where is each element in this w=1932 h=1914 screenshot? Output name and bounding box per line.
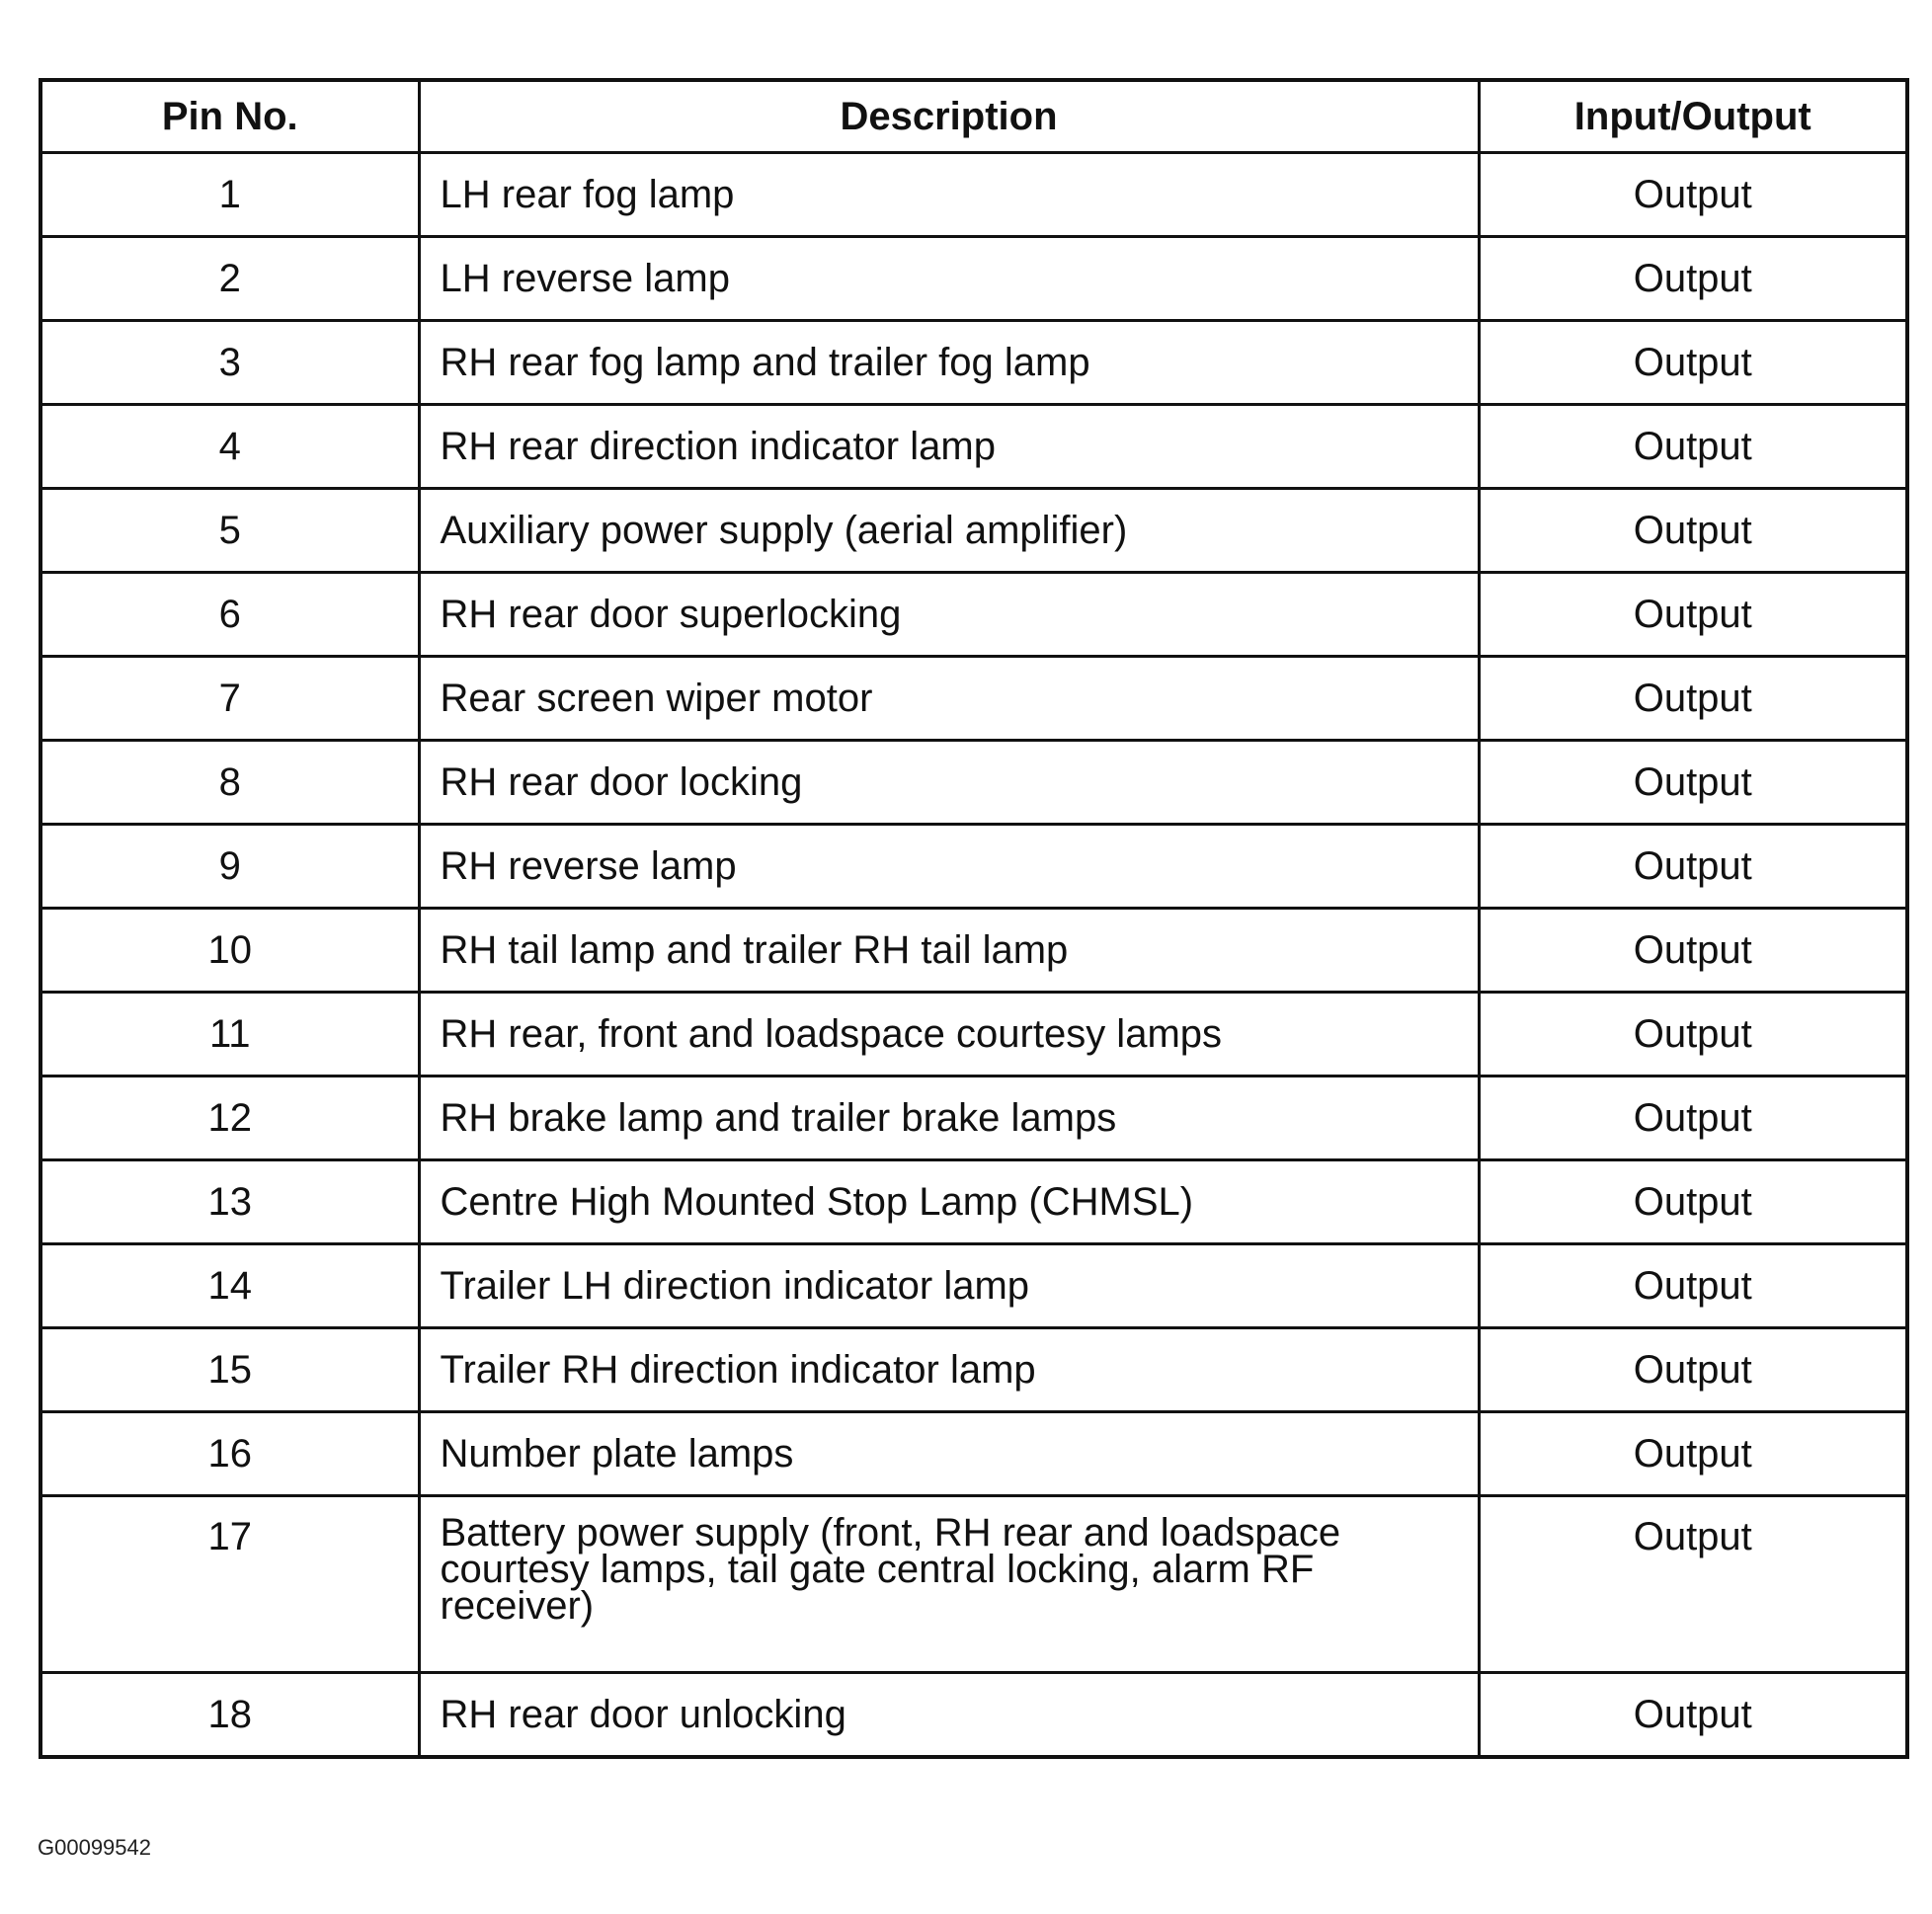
pin-description: Trailer RH direction indicator lamp: [419, 1328, 1479, 1412]
pin-number: 10: [40, 909, 419, 993]
pin-io: Output: [1479, 573, 1907, 657]
pin-number: 12: [40, 1077, 419, 1160]
pin-number: 15: [40, 1328, 419, 1412]
pin-io: Output: [1479, 1160, 1907, 1244]
table-row: [40, 237, 1907, 321]
pin-io: Output: [1479, 153, 1907, 237]
pin-number: 4: [40, 405, 419, 489]
pin-description: RH tail lamp and trailer RH tail lamp: [419, 909, 1479, 993]
pin-description: RH rear direction indicator lamp: [419, 405, 1479, 489]
pin-number: 2: [40, 237, 419, 321]
pin-description: Number plate lamps: [419, 1412, 1479, 1496]
pin-description: LH reverse lamp: [419, 237, 1479, 321]
pin-number: 11: [40, 993, 419, 1077]
pin-description: RH brake lamp and trailer brake lamps: [419, 1077, 1479, 1160]
table-row: [40, 657, 1907, 741]
pin-number: 13: [40, 1160, 419, 1244]
pin-number: 1: [40, 153, 419, 237]
table-row: [40, 321, 1907, 405]
pin-number: 14: [40, 1244, 419, 1328]
table-row: [40, 1412, 1907, 1496]
pin-io: Output: [1479, 321, 1907, 405]
table-row: [40, 825, 1907, 909]
pin-description: LH rear fog lamp: [419, 153, 1479, 237]
pin-number: 8: [40, 741, 419, 825]
pin-number: 6: [40, 573, 419, 657]
table-row: [40, 1328, 1907, 1412]
table-row: [40, 1077, 1907, 1160]
pin-io: Output: [1479, 405, 1907, 489]
pin-io: Output: [1479, 909, 1907, 993]
table-row: [40, 1160, 1907, 1244]
table-row: [40, 1496, 1907, 1673]
pin-io: Output: [1479, 1412, 1907, 1496]
pin-io: Output: [1479, 825, 1907, 909]
header-description: Description: [419, 80, 1479, 153]
pin-number: 7: [40, 657, 419, 741]
pin-description: Battery power supply (front, RH rear and loadspace courtesy lamps, tail gate central locking, alarm RF receiver): [419, 1496, 1479, 1673]
pin-description: RH rear, front and loadspace courtesy lamps: [419, 993, 1479, 1077]
pin-number: 17: [40, 1496, 419, 1673]
pin-description: RH rear door unlocking: [419, 1673, 1479, 1758]
pin-io: Output: [1479, 993, 1907, 1077]
header-pin-no: Pin No.: [40, 80, 419, 153]
pin-description: Trailer LH direction indicator lamp: [419, 1244, 1479, 1328]
pin-description: Rear screen wiper motor: [419, 657, 1479, 741]
pin-description: RH rear fog lamp and trailer fog lamp: [419, 321, 1479, 405]
pin-description: RH rear door locking: [419, 741, 1479, 825]
pin-number: 9: [40, 825, 419, 909]
pin-description: Auxiliary power supply (aerial amplifier): [419, 489, 1479, 573]
pin-number: 3: [40, 321, 419, 405]
pin-io: Output: [1479, 657, 1907, 741]
pin-io: Output: [1479, 1673, 1907, 1758]
table-row: [40, 1673, 1907, 1758]
pin-table: [39, 78, 1909, 1759]
pin-io: Output: [1479, 741, 1907, 825]
pin-io: Output: [1479, 1496, 1907, 1673]
pin-io: Output: [1479, 237, 1907, 321]
table-row: [40, 1244, 1907, 1328]
pin-number: 5: [40, 489, 419, 573]
table-row: [40, 153, 1907, 237]
pin-number: 18: [40, 1673, 419, 1758]
pin-description: Centre High Mounted Stop Lamp (CHMSL): [419, 1160, 1479, 1244]
pin-description: RH reverse lamp: [419, 825, 1479, 909]
pin-io: Output: [1479, 1328, 1907, 1412]
table-header-row: [40, 80, 1907, 153]
table-row: [40, 993, 1907, 1077]
table-row: [40, 741, 1907, 825]
table-row: [40, 909, 1907, 993]
table-row: [40, 489, 1907, 573]
pin-description: RH rear door superlocking: [419, 573, 1479, 657]
pin-io: Output: [1479, 1244, 1907, 1328]
pin-number: 16: [40, 1412, 419, 1496]
figure-id: G00099542: [38, 1835, 151, 1860]
pin-io: Output: [1479, 1077, 1907, 1160]
pin-io: Output: [1479, 489, 1907, 573]
table-row: [40, 573, 1907, 657]
header-input-output: Input/Output: [1479, 80, 1907, 153]
table-row: [40, 405, 1907, 489]
